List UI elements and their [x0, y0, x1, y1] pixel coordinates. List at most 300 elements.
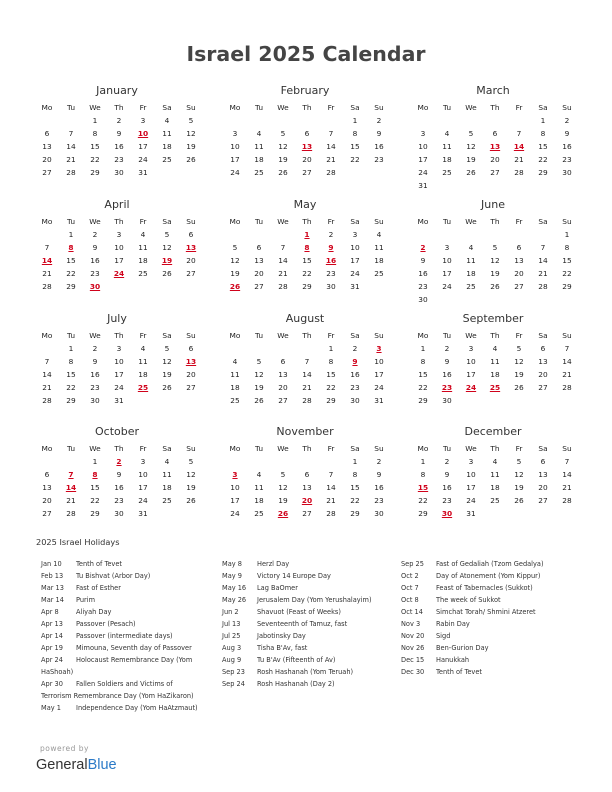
- calendar-day: 23: [418, 282, 428, 291]
- calendar-day: 31: [418, 181, 428, 190]
- holiday-date: Apr 13: [41, 620, 63, 628]
- holiday-date: Nov 3: [401, 620, 421, 628]
- weekday-header: Fr: [139, 103, 147, 112]
- month-name: December: [464, 425, 522, 438]
- calendar-day: 3: [140, 457, 146, 466]
- holiday-row: [222, 606, 372, 618]
- holiday-name: Rosh Hashanah (Day 2): [257, 680, 335, 688]
- calendar-day: 17: [418, 155, 428, 164]
- holiday-name: Terrorism Remembrance Day (Yom HaZikaron): [41, 692, 194, 700]
- calendar-day: 14: [538, 256, 548, 265]
- calendar-day: 9: [92, 357, 98, 366]
- calendar-day: 6: [256, 243, 262, 252]
- month-name: October: [94, 425, 140, 438]
- calendar-day: 16: [562, 142, 572, 151]
- holiday-date: Jul 25: [222, 632, 241, 640]
- calendar-day: 1: [540, 116, 546, 125]
- calendar-day: 17: [230, 496, 240, 505]
- weekday-header: Fr: [515, 444, 523, 453]
- weekday-header: Su: [186, 103, 196, 112]
- calendar-day: 13: [42, 142, 52, 151]
- weekday-header: Th: [490, 331, 500, 340]
- calendar-day: 21: [66, 496, 76, 505]
- weekday-header: Su: [186, 217, 196, 226]
- holiday-day: 2: [116, 457, 122, 466]
- calendar-day: 29: [90, 168, 100, 177]
- calendar-day: 10: [350, 243, 360, 252]
- holiday-row: [222, 594, 372, 606]
- calendar-day: 27: [514, 282, 524, 291]
- calendar-day: 25: [466, 282, 476, 291]
- weekday-header: Fr: [327, 217, 335, 226]
- weekday-header: Sa: [350, 331, 360, 340]
- holiday-name: Rosh Hashanah (Yom Teruah): [257, 668, 354, 676]
- holiday-day: 7: [68, 470, 74, 479]
- weekday-header: Fr: [327, 444, 335, 453]
- month-name: July: [107, 312, 127, 325]
- month-days-grid: [223, 329, 387, 407]
- holiday-name: Independence Day (Yom HaAtzmaut): [76, 704, 198, 712]
- calendar-day: 16: [442, 483, 452, 492]
- weekday-header: Tu: [66, 103, 76, 112]
- holiday-row: [401, 618, 544, 630]
- calendar-day: 5: [516, 344, 522, 353]
- calendar-day: 31: [138, 509, 148, 518]
- empty-cell: [531, 228, 555, 241]
- calendar-day: 4: [164, 457, 170, 466]
- calendar-day: 12: [254, 370, 264, 379]
- month-november: [223, 424, 387, 520]
- calendar-day: 1: [564, 230, 570, 239]
- weekday-header: Th: [114, 331, 124, 340]
- calendar-day: 26: [514, 383, 524, 392]
- calendar-day: 29: [350, 509, 360, 518]
- calendar-day: 10: [466, 357, 476, 366]
- calendar-day: 10: [442, 256, 452, 265]
- calendar-day: 14: [326, 142, 336, 151]
- calendar-day: 22: [90, 496, 100, 505]
- calendar-day: 13: [42, 483, 52, 492]
- calendar-day: 1: [92, 457, 98, 466]
- calendar-day: 23: [374, 496, 384, 505]
- holiday-row: [41, 630, 198, 642]
- holiday-date: Mar 13: [41, 584, 64, 592]
- month-name: November: [276, 425, 334, 438]
- calendar-day: 28: [514, 168, 524, 177]
- holiday-day: 25: [489, 383, 501, 392]
- weekday-header: Su: [562, 331, 572, 340]
- holiday-date: May 9: [222, 572, 242, 580]
- holiday-row: [41, 594, 198, 606]
- calendar-day: 7: [328, 129, 334, 138]
- calendar-day: 11: [254, 142, 264, 151]
- calendar-day: 16: [114, 483, 124, 492]
- empty-cell: [435, 114, 459, 127]
- holiday-name: Tu Bishvat (Arbor Day): [76, 572, 151, 580]
- calendar-day: 22: [418, 496, 428, 505]
- calendar-day: 25: [230, 396, 240, 405]
- calendar-day: 27: [538, 496, 548, 505]
- weekday-header: Fr: [515, 331, 523, 340]
- month-name: March: [476, 84, 510, 97]
- calendar-day: 6: [492, 129, 498, 138]
- calendar-day: 6: [540, 344, 546, 353]
- calendar-day: 4: [140, 344, 146, 353]
- holiday-name: Seventeenth of Tamuz, fast: [257, 620, 348, 628]
- weekday-header: Tu: [254, 331, 264, 340]
- holiday-date: Oct 7: [401, 584, 419, 592]
- calendar-day: 12: [162, 243, 172, 252]
- calendar-day: 30: [442, 396, 452, 405]
- holiday-row: [222, 618, 372, 630]
- calendar-day: 1: [352, 457, 358, 466]
- holiday-row: [41, 690, 198, 702]
- month-days-grid: [223, 101, 387, 179]
- weekday-header: Su: [374, 217, 384, 226]
- calendar-day: 30: [374, 509, 384, 518]
- brand-logo: [36, 757, 117, 773]
- calendar-day: 6: [188, 344, 194, 353]
- calendar-day: 28: [42, 282, 52, 291]
- calendar-day: 14: [302, 370, 312, 379]
- holiday-name: Day of Atonement (Yom Kippur): [436, 572, 541, 580]
- calendar-day: 19: [254, 383, 264, 392]
- empty-cell: [459, 114, 483, 127]
- calendar-day: 20: [302, 155, 312, 164]
- holiday-row: [222, 582, 372, 594]
- holiday-day: 14: [65, 483, 77, 492]
- calendar-day: 18: [490, 370, 500, 379]
- weekday-header: Sa: [162, 103, 172, 112]
- calendar-day: 13: [278, 370, 288, 379]
- holiday-name: Ben-Gurion Day: [436, 644, 489, 652]
- calendar-day: 5: [492, 243, 498, 252]
- calendar-day: 10: [138, 470, 148, 479]
- calendar-day: 18: [490, 483, 500, 492]
- holiday-row: [41, 618, 198, 630]
- month-december: [411, 424, 575, 520]
- calendar-day: 3: [444, 243, 450, 252]
- weekday-header: We: [89, 217, 101, 226]
- weekday-header: Fr: [327, 103, 335, 112]
- empty-cell: [223, 114, 247, 127]
- calendar-day: 22: [302, 269, 312, 278]
- calendar-day: 18: [162, 483, 172, 492]
- holiday-day: 20: [301, 496, 313, 505]
- calendar-day: 5: [188, 457, 194, 466]
- calendar-day: 23: [326, 269, 336, 278]
- calendar-day: 29: [326, 396, 336, 405]
- calendar-day: 11: [254, 483, 264, 492]
- calendar-day: 22: [562, 269, 572, 278]
- holiday-name: Feast of Tabernacles (Sukkot): [436, 584, 533, 592]
- month-february: [223, 83, 387, 179]
- weekday-header: Sa: [350, 217, 360, 226]
- calendar-day: 27: [186, 269, 196, 278]
- calendar-day: 17: [114, 370, 124, 379]
- calendar-day: 11: [490, 470, 500, 479]
- empty-cell: [435, 228, 459, 241]
- weekday-header: Tu: [66, 331, 76, 340]
- calendar-day: 1: [420, 344, 426, 353]
- calendar-day: 29: [538, 168, 548, 177]
- calendar-day: 2: [116, 116, 122, 125]
- calendar-day: 13: [514, 256, 524, 265]
- holiday-row: [401, 582, 544, 594]
- holidays-title: 2025 Israel Holidays: [36, 537, 120, 547]
- brand-part1: General: [36, 757, 88, 773]
- calendar-day: 27: [186, 383, 196, 392]
- calendar-day: 4: [468, 243, 474, 252]
- month-days-grid: [411, 329, 575, 407]
- calendar-day: 9: [92, 243, 98, 252]
- calendar-day: 11: [138, 357, 148, 366]
- weekday-header: Fr: [515, 103, 523, 112]
- calendar-day: 15: [326, 370, 336, 379]
- calendar-day: 4: [376, 230, 382, 239]
- holiday-name: Tenth of Tevet: [436, 668, 482, 676]
- holiday-name: Fast of Esther: [76, 584, 121, 592]
- empty-cell: [483, 228, 507, 241]
- calendar-day: 21: [326, 496, 336, 505]
- calendar-day: 21: [66, 155, 76, 164]
- holiday-date: Apr 14: [41, 632, 63, 640]
- holiday-name: Simchat Torah/ Shmini Atzeret: [436, 608, 536, 616]
- holiday-date: Mar 14: [41, 596, 64, 604]
- calendar-day: 24: [230, 168, 240, 177]
- weekday-header: Mo: [229, 103, 241, 112]
- holiday-date: Oct 2: [401, 572, 419, 580]
- calendar-day: 30: [114, 509, 124, 518]
- calendar-day: 5: [164, 230, 170, 239]
- empty-cell: [295, 342, 319, 355]
- calendar-day: 16: [350, 370, 360, 379]
- calendar-day: 18: [374, 256, 384, 265]
- calendar-day: 22: [66, 269, 76, 278]
- weekday-header: Mo: [41, 103, 53, 112]
- weekday-header: Mo: [41, 444, 53, 453]
- month-days-grid: [35, 215, 199, 293]
- calendar-day: 5: [468, 129, 474, 138]
- calendar-day: 9: [376, 470, 382, 479]
- calendar-day: 10: [418, 142, 428, 151]
- calendar-day: 19: [490, 269, 500, 278]
- calendar-day: 26: [254, 396, 264, 405]
- calendar-day: 12: [186, 129, 196, 138]
- month-days-grid: [35, 442, 199, 520]
- calendar-day: 19: [514, 370, 524, 379]
- calendar-day: 14: [278, 256, 288, 265]
- calendar-day: 7: [280, 243, 286, 252]
- calendar-day: 20: [186, 256, 196, 265]
- calendar-day: 20: [186, 370, 196, 379]
- calendar-day: 24: [114, 383, 124, 392]
- month-august: [223, 311, 387, 407]
- calendar-day: 12: [514, 357, 524, 366]
- calendar-day: 20: [538, 370, 548, 379]
- calendar-day: 8: [328, 357, 334, 366]
- calendar-day: 20: [42, 155, 52, 164]
- calendar-day: 27: [302, 168, 312, 177]
- calendar-day: 22: [350, 155, 360, 164]
- calendar-day: 24: [350, 269, 360, 278]
- empty-cell: [35, 114, 59, 127]
- holiday-name: Fallen Soldiers and Victims of: [76, 680, 173, 688]
- calendar-day: 29: [66, 282, 76, 291]
- calendar-day: 7: [516, 129, 522, 138]
- empty-cell: [271, 228, 295, 241]
- calendar-day: 28: [278, 282, 288, 291]
- calendar-day: 11: [466, 256, 476, 265]
- weekday-header: Th: [490, 217, 500, 226]
- calendar-day: 26: [466, 168, 476, 177]
- holiday-row: [41, 702, 198, 714]
- calendar-day: 16: [90, 370, 100, 379]
- holiday-day: 8: [92, 470, 98, 479]
- weekday-header: Tu: [254, 444, 264, 453]
- calendar-day: 12: [466, 142, 476, 151]
- calendar-day: 17: [114, 256, 124, 265]
- calendar-day: 6: [188, 230, 194, 239]
- calendar-day: 17: [138, 483, 148, 492]
- weekday-header: Mo: [41, 331, 53, 340]
- calendar-day: 29: [562, 282, 572, 291]
- calendar-day: 9: [116, 129, 122, 138]
- holiday-row: [401, 594, 544, 606]
- calendar-day: 15: [90, 142, 100, 151]
- empty-cell: [247, 228, 271, 241]
- calendar-day: 22: [350, 496, 360, 505]
- month-name: August: [285, 312, 325, 325]
- calendar-day: 28: [66, 509, 76, 518]
- weekday-header: Mo: [229, 217, 241, 226]
- calendar-day: 12: [162, 357, 172, 366]
- calendar-day: 4: [256, 470, 262, 479]
- calendar-day: 17: [230, 155, 240, 164]
- holiday-name: Tenth of Tevet: [76, 560, 122, 568]
- holiday-row: [41, 678, 198, 690]
- calendar-day: 30: [326, 282, 336, 291]
- calendar-day: 26: [186, 496, 196, 505]
- calendar-day: 1: [68, 230, 74, 239]
- weekday-header: Mo: [417, 444, 429, 453]
- calendar-day: 8: [420, 470, 426, 479]
- empty-cell: [271, 342, 295, 355]
- holiday-name: Lag BaOmer: [257, 584, 298, 592]
- calendar-day: 14: [562, 470, 572, 479]
- calendar-day: 8: [68, 357, 74, 366]
- empty-cell: [459, 228, 483, 241]
- calendar-day: 16: [114, 142, 124, 151]
- holiday-row: [41, 570, 198, 582]
- month-january: [35, 83, 199, 179]
- calendar-day: 16: [442, 370, 452, 379]
- weekday-header: We: [465, 331, 477, 340]
- holiday-row: [222, 642, 372, 654]
- weekday-header: Th: [490, 103, 500, 112]
- calendar-day: 8: [352, 129, 358, 138]
- calendar-day: 21: [562, 370, 572, 379]
- weekday-header: Th: [114, 103, 124, 112]
- holiday-row: [41, 582, 198, 594]
- calendar-day: 3: [420, 129, 426, 138]
- holiday-day: 1: [304, 230, 310, 239]
- calendar-day: 27: [42, 509, 52, 518]
- empty-cell: [35, 455, 59, 468]
- calendar-day: 3: [116, 230, 122, 239]
- calendar-day: 12: [278, 142, 288, 151]
- calendar-day: 25: [162, 496, 172, 505]
- calendar-day: 15: [90, 483, 100, 492]
- calendar-day: 24: [374, 383, 384, 392]
- calendar-day: 3: [468, 344, 474, 353]
- calendar-day: 20: [254, 269, 264, 278]
- calendar-day: 2: [444, 344, 450, 353]
- holiday-column: [222, 558, 372, 690]
- weekday-header: Su: [374, 103, 384, 112]
- calendar-day: 28: [562, 383, 572, 392]
- empty-cell: [247, 342, 271, 355]
- holiday-name: Tu B'Av (Fifteenth of Av): [257, 656, 336, 664]
- calendar-day: 5: [188, 116, 194, 125]
- calendar-day: 17: [374, 370, 384, 379]
- calendar-day: 5: [256, 357, 262, 366]
- holiday-date: Nov 26: [401, 644, 425, 652]
- calendar-day: 23: [350, 383, 360, 392]
- calendar-day: 1: [420, 457, 426, 466]
- empty-cell: [411, 114, 435, 127]
- calendar-day: 22: [418, 383, 428, 392]
- weekday-header: We: [277, 331, 289, 340]
- empty-cell: [319, 455, 343, 468]
- holiday-name: Jabotinsky Day: [257, 632, 306, 640]
- calendar-day: 2: [376, 457, 382, 466]
- holiday-row: [222, 630, 372, 642]
- holiday-name: Passover (Pesach): [76, 620, 136, 628]
- calendar-day: 11: [230, 370, 240, 379]
- weekday-header: We: [89, 331, 101, 340]
- holiday-name: Aliyah Day: [76, 608, 112, 616]
- empty-cell: [35, 228, 59, 241]
- calendar-day: 3: [232, 129, 238, 138]
- holiday-name: HaShoah): [41, 668, 74, 676]
- holiday-day: 24: [113, 269, 125, 278]
- calendar-day: 29: [66, 396, 76, 405]
- calendar-day: 13: [538, 470, 548, 479]
- calendar-day: 27: [42, 168, 52, 177]
- holiday-date: Oct 14: [401, 608, 423, 616]
- calendar-day: 3: [140, 116, 146, 125]
- calendar-day: 26: [162, 269, 172, 278]
- calendar-day: 24: [138, 496, 148, 505]
- calendar-day: 28: [326, 509, 336, 518]
- holiday-name: Rabin Day: [436, 620, 470, 628]
- holiday-date: May 8: [222, 560, 242, 568]
- calendar-day: 7: [328, 470, 334, 479]
- calendar-day: 9: [564, 129, 570, 138]
- holiday-name: Herzl Day: [257, 560, 290, 568]
- holiday-date: Sep 24: [222, 680, 245, 688]
- weekday-header: Tu: [254, 103, 264, 112]
- weekday-header: Tu: [442, 103, 452, 112]
- calendar-day: 10: [114, 357, 124, 366]
- calendar-day: 23: [442, 496, 452, 505]
- calendar-day: 24: [418, 168, 428, 177]
- calendar-day: 2: [564, 116, 570, 125]
- holiday-date: May 16: [222, 584, 247, 592]
- calendar-day: 18: [138, 256, 148, 265]
- calendar-day: 20: [278, 383, 288, 392]
